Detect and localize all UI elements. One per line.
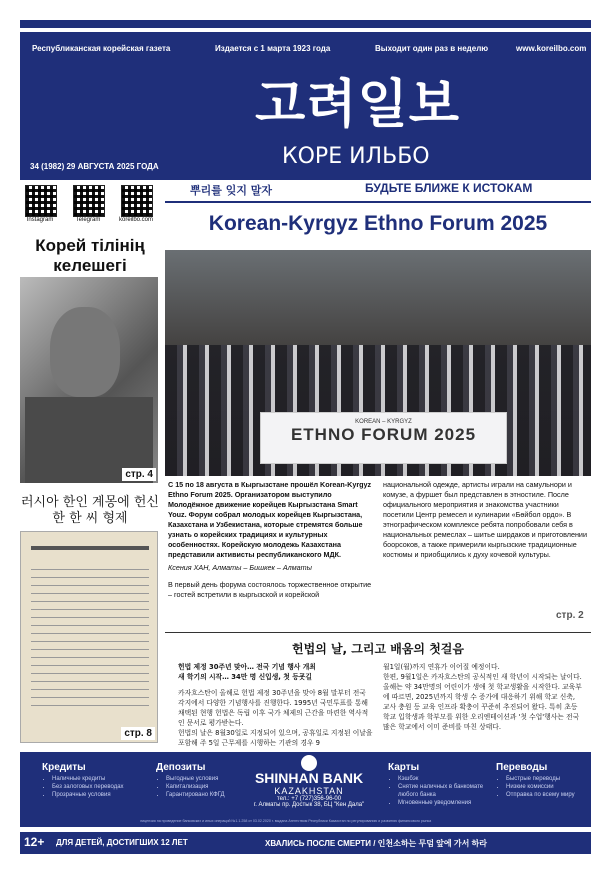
banner-small: KOREAN – KYRGYZ xyxy=(355,419,412,425)
ad-item: • Низкие комиссии xyxy=(506,783,588,791)
banner-big: ETHNO FORUM 2025 xyxy=(290,425,477,444)
document-photo xyxy=(20,531,158,743)
ad-col-credits xyxy=(42,762,152,799)
qr-instagram[interactable] xyxy=(25,185,60,223)
tagline-left: Республиканская корейская газета xyxy=(32,44,171,53)
ad-item: • Мгновенные уведомления xyxy=(398,799,488,807)
ad-item: • Снятие наличных в банкомате любого банка xyxy=(398,783,488,799)
ad-item: • Без залоговых переводах xyxy=(52,783,152,791)
qr-label: Instagram xyxy=(26,217,54,223)
portrait-head xyxy=(50,307,120,397)
bank-phone: тел.: +7 (727)356-96-00 xyxy=(276,796,342,802)
forum-banner xyxy=(260,412,507,464)
body-col1: В первый день форума состоялось торжественное открытие – гостей встретили в кыргызской и корейской xyxy=(168,580,372,599)
side-headline-2[interactable]: 러시아 한인 계몽에 헌신한 한 씨 형제 xyxy=(21,495,159,526)
ad-col-title: Переводы xyxy=(496,762,548,773)
ad-col-transfers xyxy=(496,762,588,799)
korean-lead: 헌법 제정 30주년 맞아… 전국 기념 행사 개최 새 학기의 시작… 34만 명 신입생, 첫 등굣길 xyxy=(178,663,316,681)
side-headline-1[interactable]: Корей тілінің келешегі xyxy=(35,236,145,275)
shinhan-logo-icon xyxy=(301,755,317,771)
qr-label: koreilbo.com xyxy=(118,217,153,223)
bank-address: г. Алматы пр. Достык 38, БЦ "Кен Дала" xyxy=(253,802,365,808)
ad-item: • Капитализация xyxy=(166,783,256,791)
top-band xyxy=(20,20,591,28)
ad-item: • Гарантировано КФГД xyxy=(166,791,256,799)
korean-body-col2: 월1일(월)까지 연휴가 이어질 예정이다. 한편, 9월1일은 카자흐스탄의 공식적인 새 학년이 시작되는 날이다. 올해는 약 34만명의 어린이가 생애 첫 학교생활을 시작한다. 교육부에 따르면, 2025년까지 학생 수 증가에 대응하기 위해 학교 신축, 교사 충원 등 교육 인프라 확충이 꾸준히 추진되어 왔다. 특히 초등학교 입학생과 학부모를 위한 오리엔테이션과 '첫 수업'행사는 전국 많은 학교에서 이미 준비를 마친 상태다. xyxy=(383,663,582,731)
ad-item: • Отправка по всему миру xyxy=(506,791,588,799)
page-tag[interactable]: стр. 4 xyxy=(122,468,156,481)
slogan-russian: БУДЬТЕ БЛИЖЕ К ИСТОКАМ xyxy=(365,181,533,195)
bank-ad[interactable] xyxy=(20,752,591,827)
qr-code-icon xyxy=(74,186,104,216)
body-col2: национальной одежде, артисты играли на самульнори и комузе, а фуршет был представлен в этностиле. После официального мероприятия и знакомства участники посетили Центр ремесел и кулинарии «Бөйбол ордо». В этнографическом комплексе ребята попробовали себя в национальных ремеслах – шитье ширдаков и приготовлении боорсоков, а также примерили кыргызские традиционные костюмы и приобщились к духу кочевой культуры. xyxy=(383,480,587,559)
ad-col-title: Кредиты xyxy=(42,762,86,773)
doc-line xyxy=(31,546,149,550)
footer xyxy=(20,832,591,854)
main-headline[interactable]: Korean-Kyrgyz Ethno Forum 2025 xyxy=(208,212,548,235)
bank-logo xyxy=(244,755,374,808)
ad-item: • Прозрачные условия xyxy=(52,791,152,799)
ad-col-title: Депозиты xyxy=(156,762,206,773)
qr-label: Telegram xyxy=(75,217,101,223)
bank-sub: KAZAKHSTAN xyxy=(274,786,344,796)
issue-info: 34 (1982) 29 АВГУСТА 2025 ГОДА xyxy=(30,162,159,171)
byline: Ксения ХАН, Алматы – Бишкек – Алматы xyxy=(168,563,312,572)
bank-name: SHINHAN BANK xyxy=(254,770,364,786)
age-text: ДЛЯ ДЕТЕЙ, ДОСТИГШИХ 12 ЛЕТ xyxy=(56,838,188,847)
qr-code-icon xyxy=(26,186,56,216)
age-rating: 12+ xyxy=(24,835,45,849)
logo-korean: 고려일보 xyxy=(255,75,460,135)
tagline-mid: Издается с 1 марта 1923 года xyxy=(215,44,331,53)
ad-item: • Выгодные условия xyxy=(166,775,256,783)
doc-text-lines xyxy=(31,562,149,712)
ad-col-title: Карты xyxy=(388,762,420,773)
qr-telegram[interactable] xyxy=(73,185,108,223)
divider xyxy=(165,201,591,203)
ad-col-cards xyxy=(388,762,488,807)
slogan-korean: 뿌리를 잊지 말자 xyxy=(190,184,273,197)
qr-code-icon xyxy=(122,186,152,216)
korean-headline[interactable]: 헌법의 날, 그리고 배움의 첫걸음 xyxy=(292,642,464,656)
website-link[interactable]: www.koreilbo.com xyxy=(516,44,587,53)
slogan-row xyxy=(165,180,591,200)
ad-item: • Наличные кредиты xyxy=(52,775,152,783)
ad-item: • Быстрые переводы xyxy=(506,775,588,783)
portrait-photo xyxy=(20,277,158,483)
lead-paragraph: С 15 по 18 августа в Кыргызстане прошёл Korean-Kyrgyz Ethno Forum 2025. Организатором выступило Молодёжное движение корейцев Кыргызстана Smart Youz. Форум собрал молодых корейцев Кыргызстана, Казахстана и Узбекистана, которые стремятся больше узнать о корейских традициях и культурных особенностях. Корейскую молодежь Казахстана представили активисты республиканского МДК. xyxy=(168,480,372,559)
motto: ХВАЛИСЬ ПОСЛЕ СМЕРТИ / 인천소하는 무덤 앞에 가서 하라 xyxy=(265,839,487,848)
license-text: лицензия на проведение банковских и иных операций №1.1.258 от 03.02.2020 г. выдана Агентством Республики Казахстан по регулированию и развитию финансового рынка xyxy=(140,819,432,823)
page-tag[interactable]: стр. 8 xyxy=(121,727,155,740)
qr-site[interactable] xyxy=(118,185,156,223)
page-tag[interactable]: стр. 2 xyxy=(556,610,584,621)
ad-col-deposits xyxy=(156,762,256,799)
korean-body-col1: 카자흐스탄이 올해로 헌법 제정 30주년을 맞아 8월 말부터 전국 각지에서 다양한 기념행사를 진행한다. 1995년 국민투표를 통해 채택된 현행 헌법은 독립 이후 국가 체제의 근간을 마련한 역사적인 문서로 평가받는다. 헌법의 날은 8월30일로 지정되어 있으며, 공휴일로 지정된 이날을 포함해 주 5일 근무제를 시행하는 기관의 경우 9 xyxy=(178,689,373,747)
ad-item: • Кэшбэк xyxy=(398,775,488,783)
forum-group-photo xyxy=(165,250,591,476)
logo-russian: КОРЕ ИЛЬБО xyxy=(282,144,430,169)
tagline-right: Выходит один раз в неделю xyxy=(375,44,489,53)
divider xyxy=(165,632,591,633)
